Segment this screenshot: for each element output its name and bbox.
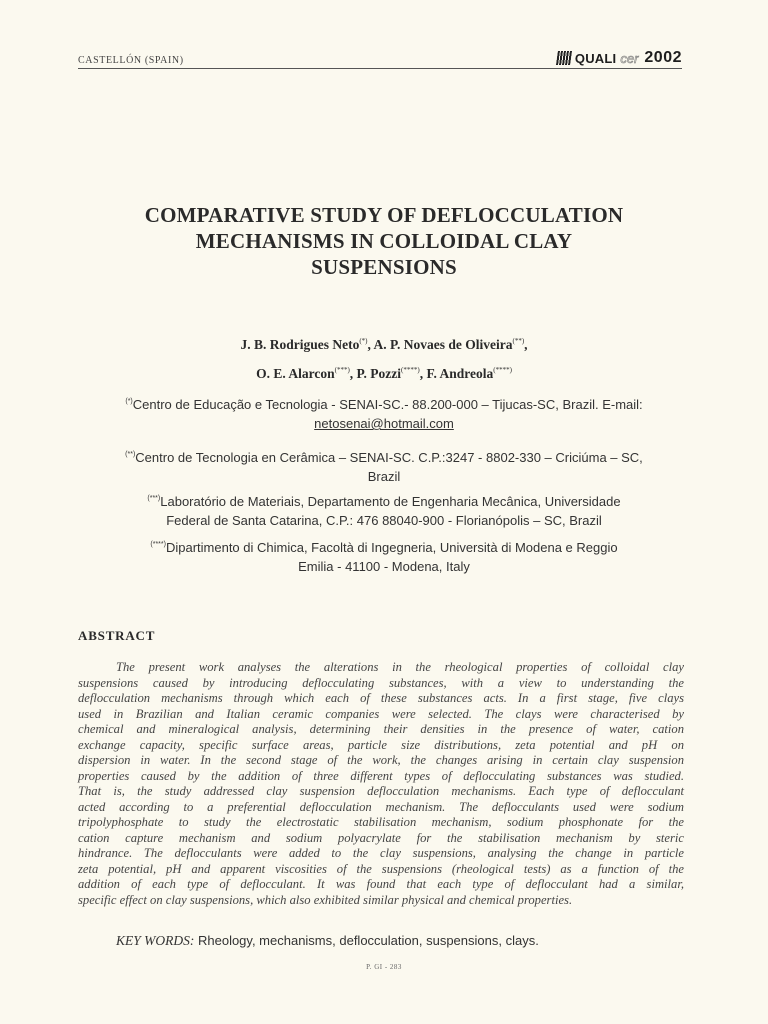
affiliation-3 xyxy=(78,489,690,530)
logo-quali-text: QUALI xyxy=(574,50,617,66)
author-mark: (*) xyxy=(359,337,368,345)
qualicer-logo xyxy=(557,49,682,67)
affiliation-1 xyxy=(78,392,690,433)
title-line: SUSPENSIONS xyxy=(311,255,457,279)
affiliation-text: Dipartimento di Chimica, Facoltà di Ingegneria, Università di Modena e Reggio xyxy=(165,540,618,555)
keywords-text: Rheology, mechanisms, deflocculation, suspensions, clays. xyxy=(194,933,539,948)
affiliation-text: Federal de Santa Catarina, C.P.: 476 88040-900 - Florianópolis – SC, Brazil xyxy=(166,513,602,528)
author-separator: , xyxy=(524,337,528,352)
keywords xyxy=(116,933,539,949)
authors-line-1 xyxy=(78,337,690,353)
affiliation-mark: (***) xyxy=(147,495,161,502)
abstract-line: tripolyphosphate to study the electrostatic stabilisation mechanism, sodium phosphonate for the xyxy=(78,815,684,829)
abstract-line: acted according to a preferential deflocculation mechanism. The deflocculants used were sodium xyxy=(78,799,684,814)
affiliation-mark: (*) xyxy=(125,398,133,405)
affiliation-text: Emilia - 41100 - Modena, Italy xyxy=(298,559,470,574)
abstract-line: exchange capacity, specific surface areas, particle size distributions, zeta potential and pH on xyxy=(78,737,684,752)
affiliation-text: Centro de Educação e Tecnologia - SENAI-SC.- 88.200-000 – Tijucas-SC, Brazil. E-mail: xyxy=(132,397,643,412)
qualicer-logo-icon xyxy=(556,51,572,65)
author-mark: (**) xyxy=(512,337,525,345)
affiliation-mark: (****) xyxy=(150,541,166,548)
author-mark: (****) xyxy=(401,366,420,374)
abstract-line: The present work analyses the alterations in the rheological properties of colloidal clay xyxy=(116,660,684,674)
running-header xyxy=(78,44,682,69)
header-location: CASTELLÓN (SPAIN) xyxy=(78,55,184,66)
abstract-line: suspensions caused by introducing deflocculating substances, with a view to understanding the xyxy=(78,675,684,690)
email-link[interactable]: netosenai@hotmail.com xyxy=(314,416,454,431)
logo-cer-text: cer xyxy=(620,50,639,66)
logo-year: 2002 xyxy=(644,49,682,66)
abstract-line: addition of each type of deflocculant. It was found that each type of deflocculant had a similar, xyxy=(78,877,684,891)
abstract-line: cation capture mechanism and sodium polyacrylate for the stabilisation mechanism by steric xyxy=(78,830,684,845)
author-name: O. E. Alarcon xyxy=(256,366,335,381)
abstract-line: properties caused by the addition of three different types of deflocculating substances was studied. xyxy=(78,768,684,783)
affiliation-text: Brazil xyxy=(367,469,401,484)
affiliation-text: Centro de Tecnologia en Cerâmica – SENAI-SC. C.P.:3247 - 8802-330 – Criciúma – SC, xyxy=(135,450,643,465)
abstract-line: deflocculation mechanisms through which each of these substances acts. In a first stage, five clays xyxy=(78,691,684,705)
keywords-label: KEY WORDS: xyxy=(116,933,195,948)
author-name: , P. Pozzi xyxy=(349,366,402,381)
abstract-body xyxy=(78,660,684,908)
author-mark: (****) xyxy=(493,366,512,374)
title-line: MECHANISMS IN COLLOIDAL CLAY xyxy=(195,229,573,253)
author-name: , A. P. Novaes de Oliveira xyxy=(367,337,513,352)
author-name: , F. Andreola xyxy=(419,366,494,381)
affiliation-2 xyxy=(78,445,690,486)
authors-line-2 xyxy=(78,366,690,382)
author-mark: (***) xyxy=(334,366,350,374)
affiliation-4 xyxy=(78,535,690,576)
abstract-line: used in Brazilian and Italian ceramic companies were selected. The clays were characterised by xyxy=(78,706,684,721)
abstract-line: hindrance. The deflocculants were added to the clay suspensions, analysing the change in particle xyxy=(78,846,684,860)
abstract-line: chemical and mineralogical analysis, determining their densities in the presence of water, cation xyxy=(78,722,684,736)
abstract-line: That is, the study addressed clay suspension deflocculation mechanisms. Each type of deflocculant xyxy=(78,784,684,798)
abstract-line: dispersion in water. In the second stage of the work, the changes arising in certain clay suspension xyxy=(78,753,684,767)
affiliation-mark: (**) xyxy=(125,451,136,458)
abstract-line: zeta potential, pH and apparent viscosities of the suspensions (rheological tests) as a function of the xyxy=(78,861,684,876)
paper-title xyxy=(78,202,690,280)
page-number: P. GI - 283 xyxy=(366,963,402,971)
affiliation-text: Laboratório de Materiais, Departamento de Engenharia Mecânica, Universidade xyxy=(160,494,621,509)
abstract-line: specific effect on clay suspensions, which also exhibited similar physical and chemical properties. xyxy=(78,892,573,907)
abstract-heading: ABSTRACT xyxy=(78,628,156,643)
title-line: COMPARATIVE STUDY OF DEFLOCCULATION xyxy=(144,203,624,227)
author-name: J. B. Rodrigues Neto xyxy=(240,337,360,352)
